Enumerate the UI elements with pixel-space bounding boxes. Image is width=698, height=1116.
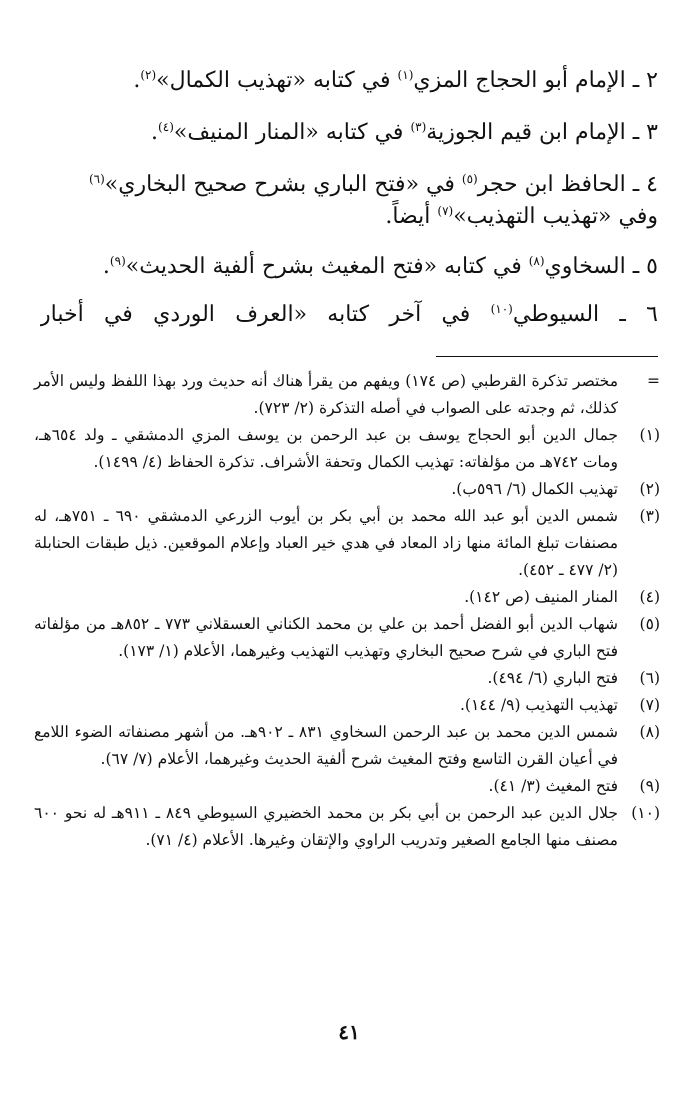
footnote-mark: (١٠): [631, 804, 660, 822]
footnote-6: [34, 665, 660, 692]
footnote-10: [34, 800, 660, 854]
footnote-ref-8: (٨): [528, 254, 545, 268]
body-line-5: ٥ ـ السخاوي$^{(٨)}$ في كتابه «فتح المغيث بشرح ألفية الحديث»$^{(٩)}$.: [102, 254, 658, 279]
footnote-text: شمس الدين محمد بن عبد الرحمن السخاوي ٨٣١ ـ ٩٠٢هـ. من أشهر مصنفاته الضوء اللامع في أعيان القرن التاسع وفتح المغيث شرح ألفية الحديث وغيرهما، الأعلام (٧/ ٦٧).: [34, 723, 618, 768]
footnote-mark: =: [647, 372, 660, 390]
footnote-2: [34, 476, 660, 503]
footnote-text: مختصر تذكرة القرطبي (ص ١٧٤) ويفهم من يقرأ هناك أنه حديث ورد بهذا اللفظ وليس الأمر كذلك، ثم وجدته على الصواب في أصله التذكرة (٢/ ٧٢٣).: [34, 372, 618, 417]
footnote-text: تهذيب الكمال (٦/ ٥٩٦ب).: [451, 480, 618, 498]
footnote-text: فتح المغيث (٣/ ٤١).: [488, 777, 618, 795]
footnote-text: جمال الدين أبو الحجاج يوسف بن عبد الرحمن بن يوسف المزي الدمشقي ـ ولد ٦٥٤هـ، ومات ٧٤٢هـ من مؤلفاته: تهذيب الكمال وتحفة الأشراف. تذكرة الحفاظ (٤/ ١٤٩٩).: [34, 426, 618, 471]
body-line-1: ٢ ـ الإمام أبو الحجاج المزي$^{(١)}$ في كتابه «تهذيب الكمال»$^{(٢)}$.: [133, 68, 658, 93]
footnote-mark: (٦): [639, 669, 660, 687]
footnote-ref-1: (١): [397, 68, 414, 82]
footnote-ref-5: (٥): [461, 172, 478, 186]
footnote-mark: (١): [639, 426, 660, 444]
footnote-ref-2: (٢): [140, 68, 157, 82]
footnote-mark: (٢): [639, 480, 660, 498]
footnote-continued: [34, 368, 660, 422]
footnote-text: تهذيب التهذيب (٩/ ١٤٤).: [459, 696, 618, 714]
footnote-9: [34, 773, 660, 800]
footnote-text: شمس الدين أبو عبد الله محمد بن أبي بكر بن أيوب الزرعي الدمشقي ٦٩٠ ـ ٧٥١هـ، له مصنفات تبلغ المائة منها زاد المعاد في هدي خير العباد وإعلام الموقعين. ذيل طبقات الحنابلة (٢/ ٤٧٧ ـ ٤٥٢).: [34, 507, 618, 579]
footnote-1: [34, 422, 660, 476]
footnote-mark: (٩): [639, 777, 660, 795]
footnote-text: المنار المنيف (ص ١٤٢).: [464, 588, 618, 606]
footnote-ref-3: (٣): [410, 120, 427, 134]
footnote-text: جلال الدين عبد الرحمن بن أبي بكر بن محمد الخضيري السيوطي ٨٤٩ ـ ٩١١هـ له نحو ٦٠٠ مصنف منها الجامع الصغير وتدريب الراوي والإتقان وغيرها. الأعلام (٤/ ٧١).: [34, 804, 618, 849]
footnote-3: [34, 503, 660, 584]
footnote-text: فتح الباري (٦/ ٤٩٤).: [487, 669, 618, 687]
body-line-4: وفي «تهذيب التهذيب»$^{(٧)}$ أيضاً.: [385, 204, 658, 229]
footnote-8: [34, 719, 660, 773]
footnote-mark: (٣): [639, 507, 660, 525]
footnote-ref-4: (٤): [158, 120, 174, 134]
footnote-separator: [436, 356, 658, 357]
footnote-mark: (٥): [639, 615, 660, 633]
footnote-ref-6: (٦): [88, 172, 105, 186]
footnote-mark: (٤): [639, 588, 660, 606]
footnote-5: [34, 611, 660, 665]
page-number: ٤١: [338, 1020, 360, 1044]
body-line-2: ٣ ـ الإمام ابن قيم الجوزية$^{(٣)}$ في كتابه «المنار المنيف»$^{(٤)}$.: [151, 120, 658, 145]
footnote-ref-7: (٧): [437, 204, 454, 218]
footnote-mark: (٧): [639, 696, 660, 714]
footnote-ref-9: (٩): [109, 254, 126, 268]
footnote-ref-10: (١٠): [490, 302, 513, 316]
footnote-7: [34, 692, 660, 719]
body-line-6: ٦ ـ السيوطي$^{(١٠)}$ في آخر كتابه «العرف الوردي في أخبار: [40, 302, 658, 327]
footnote-mark: (٨): [639, 723, 660, 741]
footnote-text: شهاب الدين أبو الفضل أحمد بن علي بن محمد الكناني العسقلاني ٧٧٣ ـ ٨٥٢هـ من مؤلفاته فتح الباري في شرح صحيح البخاري وتهذيب التهذيب وغيرهما، الأعلام (١/ ١٧٣).: [34, 615, 618, 660]
body-line-3: ٤ ـ الحافظ ابن حجر$^{(٥)}$ في «فتح الباري بشرح صحيح البخاري»$^{(٦)}$: [88, 172, 658, 197]
footnote-4: [34, 584, 660, 611]
footnotes-section: [34, 368, 660, 854]
